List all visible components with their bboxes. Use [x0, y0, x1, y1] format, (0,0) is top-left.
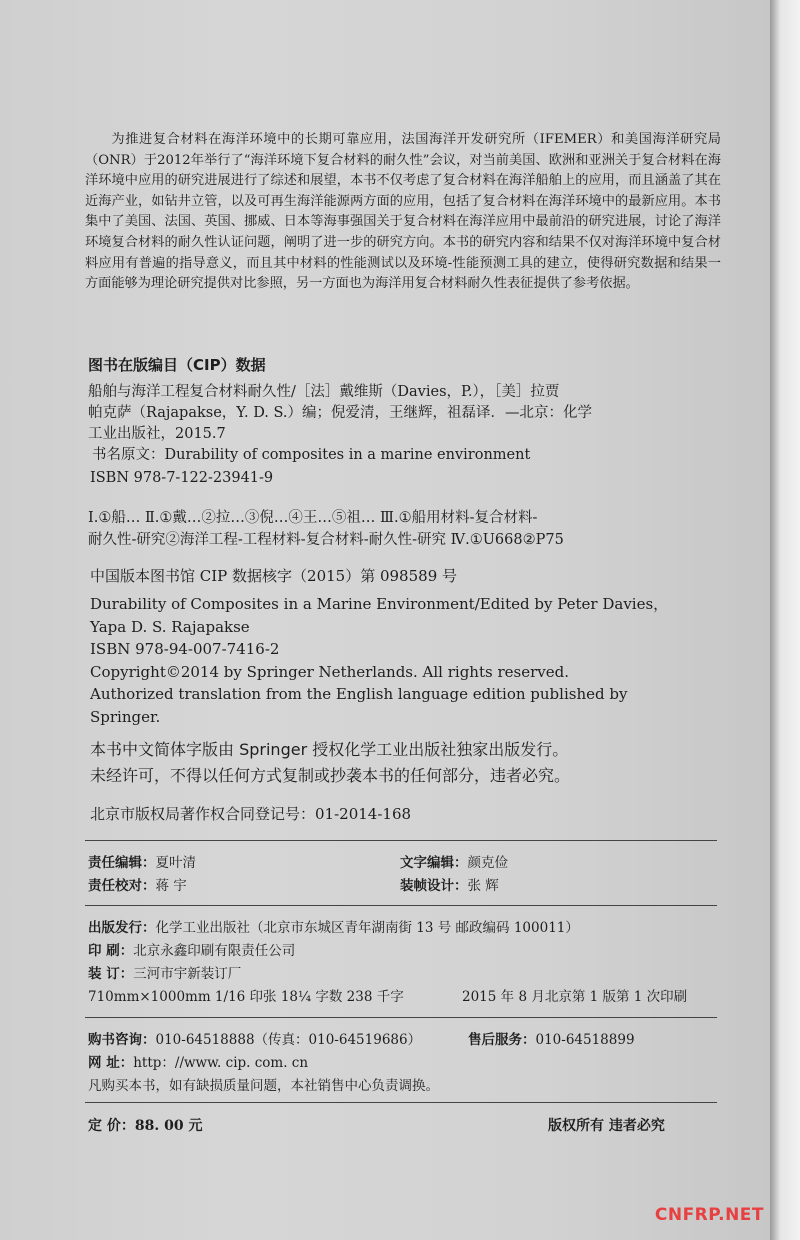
purchase-contact: 购书咨询：010-64518888（传真：010-64519686） [88, 1032, 422, 1048]
after-sales-service: 售后服务：010-64518899 [468, 1032, 635, 1048]
isbn: ISBN 978-7-122-23941-9 [90, 470, 274, 486]
rights-line: 本书中文简体字版由 Springer 授权化学工业出版社独家出版发行。 [90, 740, 569, 759]
cip-number: 中国版本图书馆 CIP 数据核字（2015）第 098589 号 [90, 567, 458, 585]
proofreader: 责任校对：蒋 宇 [88, 878, 187, 894]
cip-entry-line: 船舶与海洋工程复合材料耐久性/［法］戴维斯（Davies，P.），［美］拉贾 [88, 384, 560, 400]
original-title: 书名原文：Durability of composites in a marine environment [92, 447, 531, 463]
cip-entry-line: 工业出版社，2015.7 [88, 426, 226, 442]
editor: 责任编辑：夏叶清 [88, 855, 196, 871]
book-abstract: 为推进复合材料在海洋环境中的长期可靠应用，法国海洋开发研究所（IFEMER）和美国海洋研究局（ONR）于2012年举行了“海洋环境下复合材料的耐久性”会议，对当前美国、欧洲和亚洲关于复合材料在海洋环境中应用的研究进展进行了综述和展望，本书不仅考虑了复合材料在海洋船舶上的应用，而且涵盖了其在近海产业，如钻井立管，以及可再生海洋能源两方面的应用，包括了复合材料在海洋环境中的最新应用。本书集中了美国、法国、英国、挪威、日本等海事强国关于复合材料在海洋应用中最前沿的研究进展，讨论了海洋环境复合材料的耐久性认证问题，阐明了进一步的研究方向。本书的研究内容和结果不仅对海洋环境中复合材料应用有普遍的指导意义，而且其中材料的性能测试以及环境-性能预测工具的建立，使得研究数据和结果一方面能够为理论研究提供对比参照，另一方面也为海洋用复合材料耐久性表征提供了参考依据。 [85, 132, 721, 292]
cip-entry [88, 382, 718, 466]
authorization-line: Springer. [90, 707, 161, 726]
printer: 印 刷：北京永鑫印刷有限责任公司 [88, 943, 296, 959]
designer: 装帧设计：张 辉 [400, 878, 499, 894]
classification-line: 耐久性-研究②海洋工程-工程材料-复合材料-耐久性-研究 Ⅳ.①U668②P75 [88, 532, 564, 548]
cip-entry-line: 帕克萨（Rajapakse，Y. D. S.）编；倪爱清，王继辉，祖磊译．—北京：化学 [88, 405, 593, 421]
print-specs: 710mm×1000mm 1/16 印张 18¼ 字数 238 千字 [88, 989, 404, 1005]
text-editor: 文字编辑：颜克俭 [400, 855, 508, 871]
rights-statement [90, 737, 730, 789]
rights-line: 未经许可，不得以任何方式复制或抄袭本书的任何部分，违者必究。 [90, 766, 571, 785]
price: 定 价：88. 00 元 [88, 1118, 203, 1134]
divider [85, 1102, 717, 1103]
site-watermark: CNFRP.NET [654, 1205, 764, 1225]
divider [85, 1017, 717, 1018]
rights-reserved: 版权所有 违者必究 [548, 1118, 665, 1134]
copyright-registration: 北京市版权局著作权合同登记号：01-2014-168 [90, 805, 412, 823]
website: 网 址：http：//www. cip. com. cn [88, 1055, 309, 1071]
classification [88, 507, 728, 551]
divider [85, 905, 717, 906]
edition-info: 2015 年 8 月北京第 1 版第 1 次印刷 [462, 989, 688, 1005]
classification-line: Ⅰ.①船… Ⅱ.①戴…②拉…③倪…④王…⑤祖… Ⅲ.①船用材料-复合材料- [88, 510, 538, 526]
purchase-notice: 凡购买本书，如有缺损质量问题，本社销售中心负责调换。 [88, 1078, 439, 1094]
original-editors: Yapa D. S. Rajapakse [90, 617, 250, 636]
original-isbn: ISBN 978-94-007-7416-2 [90, 640, 280, 658]
copyright-line: Copyright©2014 by Springer Netherlands. All rights reserved. [90, 662, 569, 681]
binder: 装 订：三河市宇新装订厂 [88, 966, 242, 982]
authorization-line: Authorized translation from the English language edition published by [90, 685, 628, 703]
original-edition-info [90, 593, 715, 728]
publisher: 出版发行：化学工业出版社（北京市东城区青年湖南街 13 号 邮政编码 100011） [88, 920, 579, 936]
cip-heading: 图书在版编目（CIP）数据 [88, 356, 266, 374]
page-edge [770, 0, 800, 1240]
divider [85, 840, 717, 841]
original-title-line: Durability of Composites in a Marine Environment/Edited by Peter Davies， [90, 595, 669, 613]
